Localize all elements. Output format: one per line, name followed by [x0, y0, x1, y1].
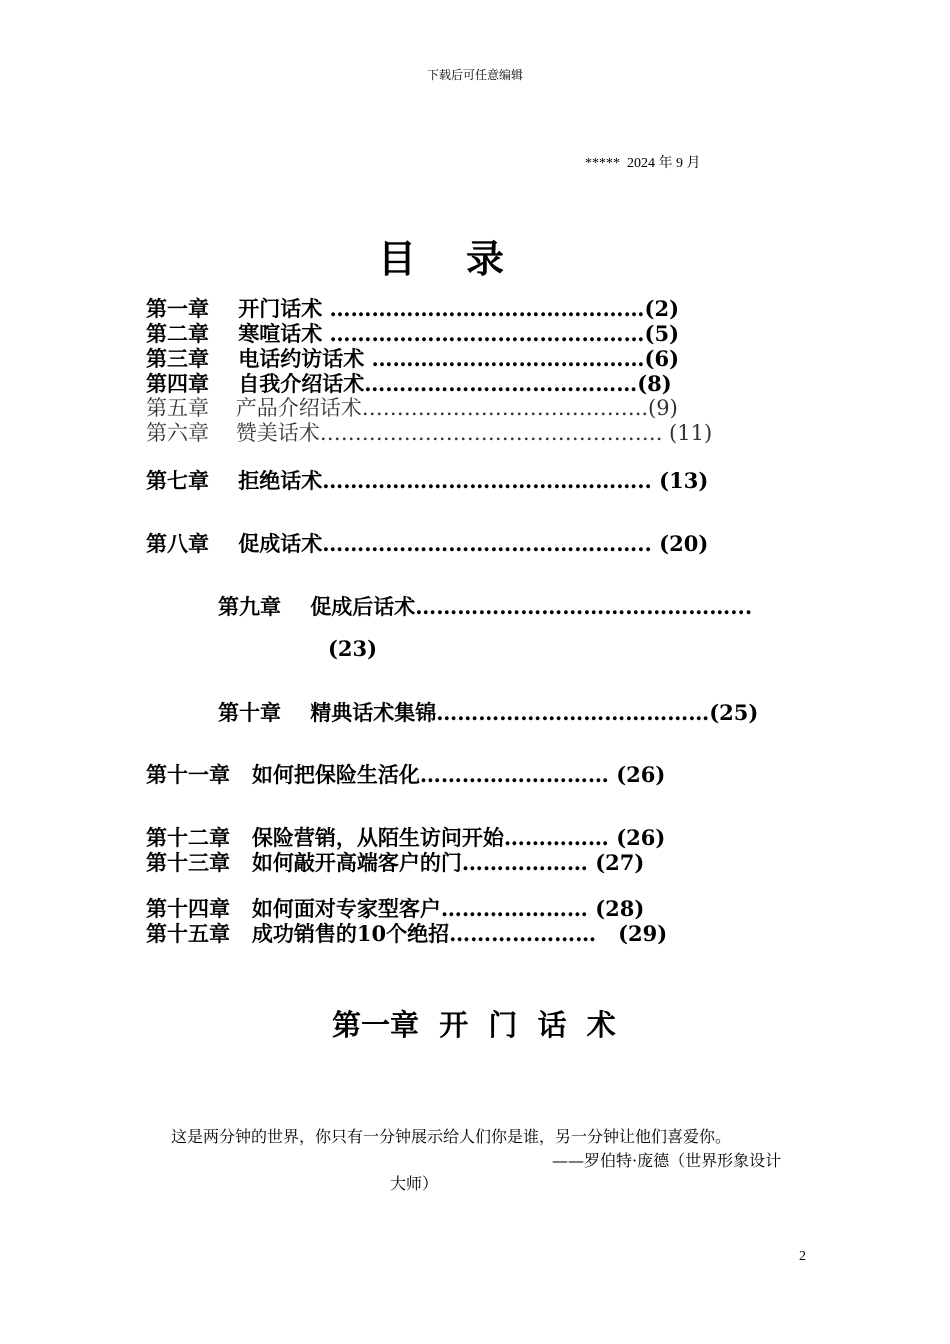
toc-entry-2[interactable]: 第二章 寒喧话术 ………………………………………(5) [146, 321, 680, 346]
toc-entry-7[interactable]: 第七章 拒绝话术……………………………………….. (13) [146, 468, 709, 493]
toc-entry-6[interactable]: 第六章 赞美话术…………………………………………. (11) [146, 421, 713, 445]
toc-title: 目录 [378, 237, 555, 281]
toc-entry-5[interactable]: 第五章 产品介绍话术…………………………………..(9) [146, 396, 678, 420]
toc-entry-1[interactable]: 第一章 开门话术 ………………………………………(2) [146, 296, 680, 321]
toc-entry-8[interactable]: 第八章 促成话术……………………………………….. (20) [146, 531, 709, 556]
toc-entry-15[interactable]: 第十五章 成功销售的10个绝招………………… (29) [146, 921, 668, 946]
quote-attribution: ——罗伯特·庞德（世界形象设计 [552, 1151, 782, 1170]
page-header: 下载后可任意编辑 [426, 68, 523, 82]
page-number: 2 [799, 1249, 806, 1264]
quote-line-1: 这是两分钟的世界，你只有一分钟展示给人们你是谁，另一分钟让他们喜爱你。 [171, 1127, 732, 1146]
toc-entry-13[interactable]: 第十三章 如何敲开高端客户的门……………… (27) [146, 850, 645, 875]
document-date: ***** 2024 年 9 月 [585, 156, 701, 171]
toc-entry-14[interactable]: 第十四章 如何面对专家型客户………………… (28) [146, 896, 645, 921]
toc-entry-4[interactable]: 第四章 自我介绍话术…………………………………(8) [146, 371, 672, 396]
quote-attribution-cont: 大师） [390, 1174, 439, 1193]
toc-entry-12[interactable]: 第十二章 保险营销，从陌生访问开始…………… (26) [146, 825, 666, 850]
toc-entry-11[interactable]: 第十一章 如何把保险生活化……………………… (26) [146, 762, 666, 787]
toc-entry-9[interactable]: 第九章 促成后话术………………………………………... [218, 594, 753, 619]
toc-entry-9-page[interactable]: (23) [328, 636, 378, 661]
chapter-title: 第一章 开 门 话 术 [332, 1008, 616, 1042]
toc-entry-3[interactable]: 第三章 电话约访话术 …………………………………(6) [146, 346, 680, 371]
toc-entry-10[interactable]: 第十章 精典话术集锦…………………………………(25) [218, 700, 759, 725]
